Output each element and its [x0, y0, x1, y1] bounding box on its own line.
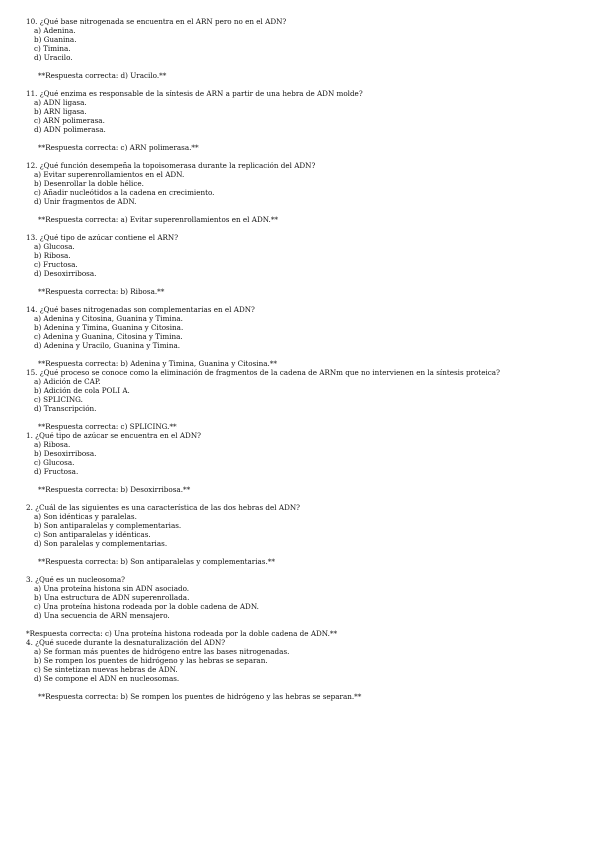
- blank-line: [26, 350, 586, 359]
- answer-line: **Respuesta correcta: b) Ribosa.**: [38, 287, 165, 296]
- option-line: c) SPLICING.: [34, 395, 83, 404]
- question-line: 15. ¿Qué proceso se conoce como la eliminación de fragmentos de la cadena de ARNm que no intervienen en la síntesis proteica?: [26, 368, 500, 377]
- option-line: d) Se compone el ADN en nucleosomas.: [34, 674, 180, 683]
- option-line: a) Ribosa.: [34, 440, 71, 449]
- option-line: d) Fructosa.: [34, 467, 79, 476]
- option-line: d) Una secuencia de ARN mensajero.: [34, 611, 170, 620]
- blank-line: [26, 548, 586, 557]
- question-line: 2. ¿Cuál de las siguientes es una característica de las dos hebras del ADN?: [26, 503, 300, 512]
- option-line: c) Se sintetizan nuevas hebras de ADN.: [34, 665, 178, 674]
- option-line: c) Son antiparalelas y idénticas.: [34, 530, 151, 539]
- option-line: b) Ribosa.: [34, 251, 71, 260]
- option-line: c) Fructosa.: [34, 260, 78, 269]
- option-line: d) Transcripción.: [34, 404, 97, 413]
- option-line: c) Adenina y Guanina, Citosina y Timina.: [34, 332, 183, 341]
- option-line: b) Son antiparalelas y complementarias.: [34, 521, 182, 530]
- answer-line: *Respuesta correcta: c) Una proteína histona rodeada por la doble cadena de ADN.**: [26, 629, 338, 638]
- option-line: c) ARN polimerasa.: [34, 116, 105, 125]
- blank-line: [26, 413, 586, 422]
- blank-line: [26, 224, 586, 233]
- blank-line: [26, 566, 586, 575]
- blank-line: [26, 134, 586, 143]
- question-line: 10. ¿Qué base nitrogenada se encuentra en el ARN pero no en el ADN?: [26, 17, 287, 26]
- answer-line: **Respuesta correcta: b) Adenina y Timina, Guanina y Citosina.**: [38, 359, 277, 368]
- option-line: d) Unir fragmentos de ADN.: [34, 197, 137, 206]
- option-line: b) Se rompen los puentes de hidrógeno y las hebras se separan.: [34, 656, 268, 665]
- option-line: a) Son idénticas y paralelas.: [34, 512, 137, 521]
- blank-line: [26, 206, 586, 215]
- question-line: 11. ¿Qué enzima es responsable de la síntesis de ARN a partir de una hebra de ADN molde?: [26, 89, 363, 98]
- option-line: a) Se forman más puentes de hidrógeno entre las bases nitrogenadas.: [34, 647, 290, 656]
- blank-line: [26, 152, 586, 161]
- option-line: a) ADN ligasa.: [34, 98, 87, 107]
- question-line: 4. ¿Qué sucede durante la desnaturalización del ADN?: [26, 638, 226, 647]
- option-line: d) ADN polimerasa.: [34, 125, 106, 134]
- document-page: [26, 17, 586, 701]
- blank-line: [26, 80, 586, 89]
- question-line: 13. ¿Qué tipo de azúcar contiene el ARN?: [26, 233, 179, 242]
- option-line: b) Adenina y Timina, Guanina y Citosina.: [34, 323, 184, 332]
- option-line: b) Desenrollar la doble hélice.: [34, 179, 144, 188]
- question-line: 3. ¿Qué es un nucleosoma?: [26, 575, 125, 584]
- option-line: b) Guanina.: [34, 35, 77, 44]
- option-line: b) ARN ligasa.: [34, 107, 87, 116]
- option-line: b) Desoxirribosa.: [34, 449, 97, 458]
- answer-line: **Respuesta correcta: b) Desoxirribosa.**: [38, 485, 191, 494]
- answer-line: **Respuesta correcta: b) Son antiparalelas y complementarias.**: [38, 557, 275, 566]
- blank-line: [26, 278, 586, 287]
- option-line: a) Adenina y Citosina, Guanina y Timina.: [34, 314, 183, 323]
- option-line: b) Una estructura de ADN superenrollada.: [34, 593, 190, 602]
- option-line: c) Añadir nucleótidos a la cadena en crecimiento.: [34, 188, 215, 197]
- answer-line: **Respuesta correcta: c) ARN polimerasa.**: [38, 143, 199, 152]
- question-line: 1. ¿Qué tipo de azúcar se encuentra en el ADN?: [26, 431, 201, 440]
- option-line: b) Adición de cola POLI A.: [34, 386, 130, 395]
- blank-line: [26, 494, 586, 503]
- option-line: a) Evitar superenrollamientos en el ADN.: [34, 170, 185, 179]
- question-line: 14. ¿Qué bases nitrogenadas son complementarias en el ADN?: [26, 305, 255, 314]
- option-line: d) Son paralelas y complementarias.: [34, 539, 168, 548]
- option-line: c) Una proteína histona rodeada por la doble cadena de ADN.: [34, 602, 259, 611]
- option-line: a) Glucosa.: [34, 242, 75, 251]
- blank-line: [26, 296, 586, 305]
- blank-line: [26, 620, 586, 629]
- option-line: c) Glucosa.: [34, 458, 75, 467]
- answer-line: **Respuesta correcta: a) Evitar superenrollamientos en el ADN.**: [38, 215, 279, 224]
- question-line: 12. ¿Qué función desempeña la topoisomerasa durante la replicación del ADN?: [26, 161, 316, 170]
- answer-line: **Respuesta correcta: c) SPLICING.**: [38, 422, 177, 431]
- blank-line: [26, 62, 586, 71]
- answer-line: **Respuesta correcta: d) Uracilo.**: [38, 71, 167, 80]
- option-line: a) Una proteína histona sin ADN asociado.: [34, 584, 190, 593]
- option-line: a) Adenina.: [34, 26, 76, 35]
- option-line: d) Uracilo.: [34, 53, 73, 62]
- blank-line: [26, 683, 586, 692]
- option-line: a) Adición de CAP.: [34, 377, 101, 386]
- answer-line: **Respuesta correcta: b) Se rompen los puentes de hidrógeno y las hebras se separan.**: [38, 692, 362, 701]
- option-line: c) Timina.: [34, 44, 71, 53]
- blank-line: [26, 476, 586, 485]
- option-line: d) Adenina y Uracilo, Guanina y Timina.: [34, 341, 181, 350]
- option-line: d) Desoxirribosa.: [34, 269, 97, 278]
